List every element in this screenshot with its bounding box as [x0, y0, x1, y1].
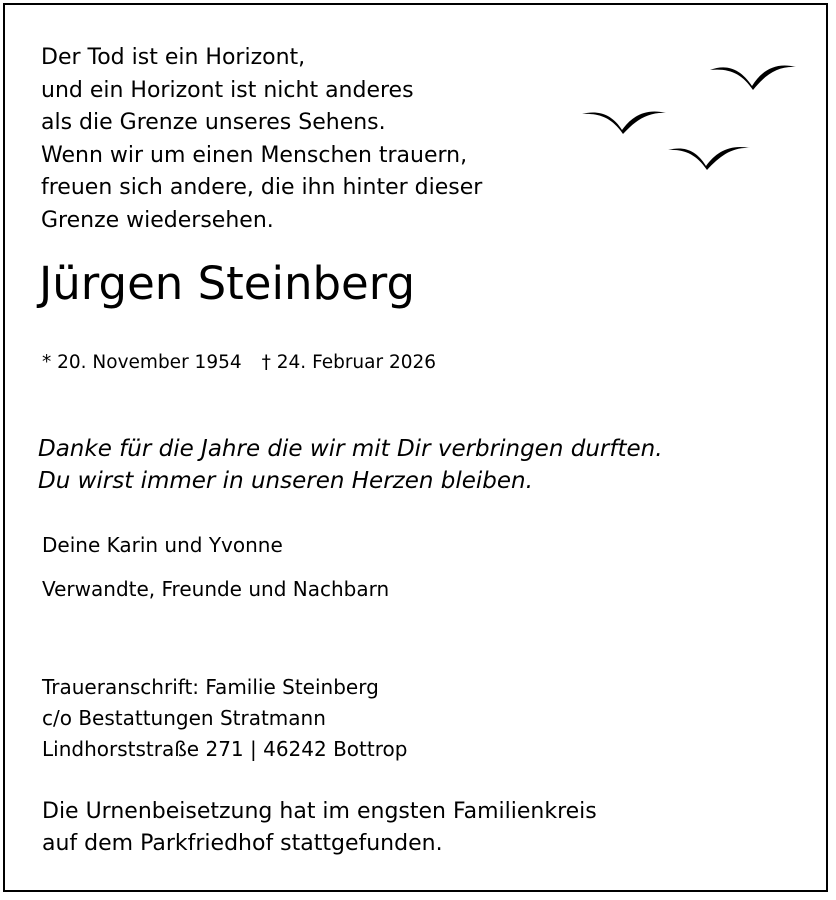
- mourners-family: Deine Karin und Yvonne: [42, 533, 283, 557]
- birth-date: * 20. November 1954: [42, 352, 242, 373]
- bird-icon: [708, 62, 798, 92]
- death-date: † 24. Februar 2026: [261, 352, 437, 373]
- burial-line: Die Urnenbeisetzung hat im engsten Familienkreis: [42, 799, 597, 824]
- condolence-address: [42, 672, 407, 765]
- poem-line: Grenze wiedersehen.: [41, 207, 274, 233]
- life-dates: [42, 349, 436, 377]
- address-line: Lindhorststraße 271 | 46242 Bottrop: [42, 737, 408, 761]
- poem-line: Der Tod ist ein Horizont,: [41, 45, 306, 70]
- thanks-message: [38, 434, 663, 497]
- poem-line: und ein Horizont ist nicht anderes: [41, 77, 414, 103]
- deceased-name: Jürgen Steinberg: [39, 257, 416, 310]
- bird-icon: [666, 142, 752, 172]
- poem-line: als die Grenze unseres Sehens.: [41, 110, 386, 135]
- mourners-others: Verwandte, Freunde und Nachbarn: [42, 577, 390, 601]
- thanks-line: Du wirst immer in unseren Herzen bleiben.: [38, 467, 533, 494]
- poem-line: Wenn wir um einen Menschen trauern,: [41, 142, 468, 168]
- bird-icon: [580, 108, 668, 136]
- poem: [41, 42, 482, 237]
- thanks-line: Danke für die Jahre die wir mit Dir verbringen durften.: [38, 436, 663, 462]
- address-line: c/o Bestattungen Stratmann: [42, 706, 326, 730]
- burial-notice: [42, 796, 597, 859]
- poem-line: freuen sich andere, die ihn hinter dieser: [41, 175, 483, 200]
- burial-line: auf dem Parkfriedhof stattgefunden.: [42, 830, 443, 856]
- address-line: Traueranschrift: Familie Steinberg: [42, 675, 379, 699]
